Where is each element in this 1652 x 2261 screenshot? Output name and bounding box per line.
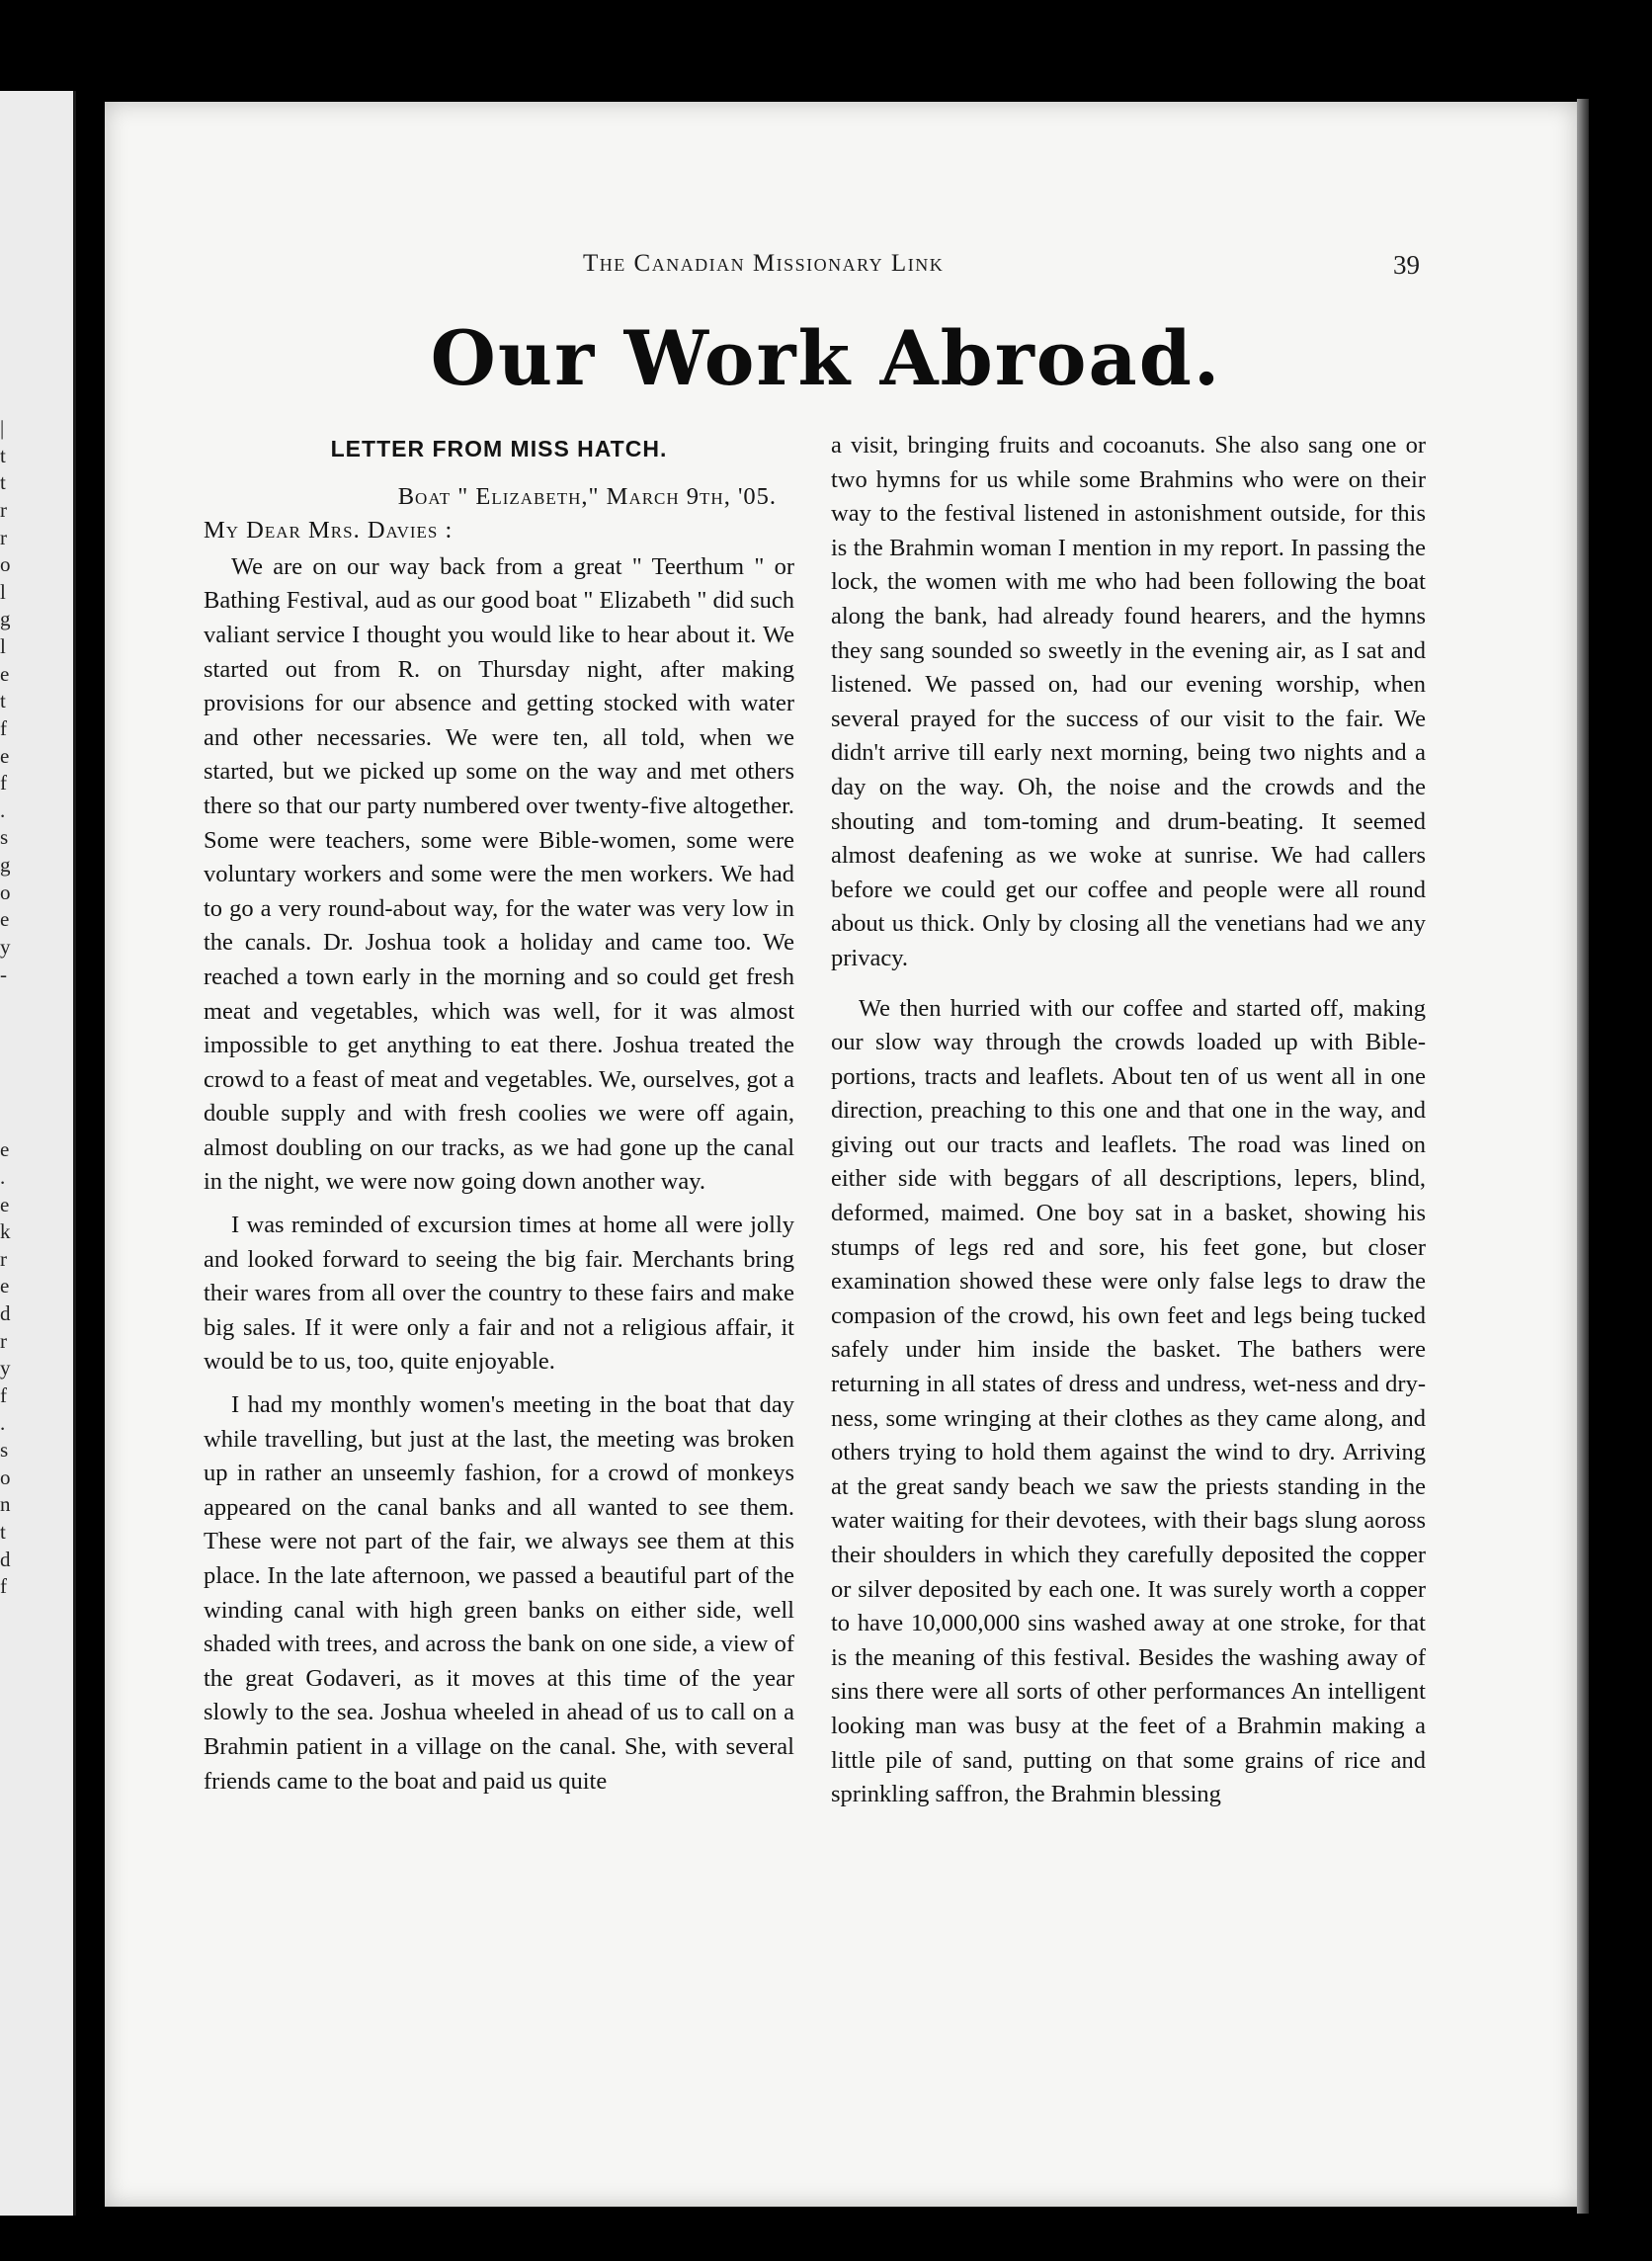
- facing-page-letter: s: [0, 825, 9, 849]
- page-number: 39: [1393, 250, 1420, 280]
- facing-page-letter: l: [0, 580, 6, 604]
- facing-page-letter: t: [0, 689, 6, 712]
- running-head: The Canadian Missionary Link: [583, 250, 945, 277]
- facing-page-letter: d: [0, 1548, 11, 1571]
- facing-page-letter: y: [0, 935, 11, 959]
- body-paragraph: We are on our way back from a great " Teerthum " or Bathing Festival, aud as our good boat " Elizabeth " did such valiant service I thought you would like to hear about it. We started out from R. on Thursday night, after making provisions for our absence and getting stocked with water and other necessaries. We were ten, all told, when we started, but we picked up some on the way and met others there so that our party numbered over twenty-five altogether. Some were teachers, some were Bible-women, some were voluntary workers and some were the men workers. We had to go a very round-about way, for the water was very low in the canals. Dr. Joshua took a holiday and came too. We reached a town early in the morning and so could get fresh meat and vegetables, which was well, for it was almost impossible to get anything to eat there. Joshua treated the crowd to a feast of meat and vegetables. We, ourselves, got a double supply and with fresh coolies we were off again, almost doubling on our tracks, as we had gone up the canal in the night, we were now going down another way.: [204, 552, 794, 1196]
- letter-heading: LETTER FROM MISS HATCH.: [330, 436, 668, 461]
- page-title: Our Work Abroad.: [430, 314, 1222, 402]
- facing-page-letter: e: [0, 907, 10, 931]
- facing-page-letter: d: [0, 1301, 11, 1325]
- facing-page-letter: e: [0, 1274, 10, 1298]
- facing-page-letter: e: [0, 1193, 10, 1216]
- facing-page-letter: .: [0, 1165, 6, 1189]
- facing-page-letter: s: [0, 1438, 9, 1462]
- facing-page-letter: |: [0, 416, 5, 440]
- facing-page-letter: r: [0, 526, 7, 549]
- facing-page-letter: .: [0, 798, 6, 822]
- facing-page-letter: r: [0, 1247, 7, 1271]
- page-fore-edge: [1577, 99, 1589, 2214]
- facing-page-letter: n: [0, 1492, 11, 1516]
- facing-page-letter: r: [0, 1329, 7, 1353]
- body-paragraph: I was reminded of excursion times at home all were jolly and looked forward to seeing the big fair. Merchants bring their wares from all over the country to these fairs and make big sales. If it were only a fair and not a religious affair, it would be to us, too, quite enjoyable.: [204, 1212, 794, 1376]
- facing-page-letter: e: [0, 662, 10, 686]
- facing-page-letter: t: [0, 1520, 6, 1544]
- facing-page-letter: g: [0, 853, 11, 877]
- facing-page-letter: g: [0, 607, 11, 630]
- facing-page-letter: o: [0, 880, 11, 904]
- facing-page-letter: y: [0, 1356, 11, 1380]
- facing-page-letter: .: [0, 1411, 6, 1435]
- facing-page-letter: o: [0, 1465, 11, 1489]
- facing-page-letter: f: [0, 1383, 7, 1407]
- facing-page-letter: t: [0, 444, 6, 467]
- facing-page-letter: f: [0, 1574, 7, 1598]
- facing-page-letter: o: [0, 552, 11, 576]
- letter-dateline: Boat " Elizabeth," March 9th, '05.: [397, 482, 777, 510]
- facing-page-letter: f: [0, 716, 7, 740]
- facing-page-letter: -: [0, 963, 7, 986]
- facing-page-letter: t: [0, 470, 6, 494]
- facing-page-letter: k: [0, 1219, 11, 1243]
- facing-page-letter: l: [0, 634, 6, 658]
- facing-page-letter: r: [0, 498, 7, 522]
- body-paragraph: I had my monthly women's meeting in the boat that day while travelling, but just at the last, the meeting was broken up in rather an unseemly fashion, for a crowd of monkeys appeared on the canal banks and all wanted to see them. These were not part of the fair, we always see them at this place. In the late afternoon, we passed a beautiful part of the winding canal with high green banks on either side, well shaded with trees, and across the bank on one side, a view of the great Godaveri, as it moves at this time of the year slowly to the sea. Joshua wheeled in ahead of us to call on a Brahmin patient in a village on the canal. She, with several friends came to the boat and paid us quite: [204, 1391, 794, 1795]
- left-column: [204, 432, 794, 1799]
- letter-salutation: My Dear Mrs. Davies :: [204, 517, 454, 544]
- facing-page-edge: [0, 91, 76, 2216]
- body-paragraph: We then hurried with our coffee and started off, making our slow way through the crowds loaded up with Bible-portions, tracts and leaflets. About ten of us went all in one direction, preaching to this one and that one in the way, and giving out our tracts and leaflets. The road was lined on either side with beggars of all descriptions, lepers, blind, deformed, maimed. One boy sat in a basket, showing his stumps of legs red and sore, his feet gone, but closer examination showed these were only false legs to draw the compasion of the crowd, his own feet and legs being tucked safely under him inside the basket. The bathers were returning in all states of dress and undress, wet-ness and dry-ness, some wringing at their clothes as they came along, and others trying to hold them against the wind to dry. Arriving at the great sandy beach we saw the priests standing in the water waiting for their devotees, with their bags slung aoross their shoulders in which they carefully deposited the copper or silver deposited by each one. It was surely worth a copper to have 10,000,000 sins washed away at one stroke, for that is the meaning of this festival. Besides the washing away of sins there were all sorts of other performances An intelligent looking man was busy at the feet of a Brahmin making a little pile of sand, putting on that some grains of rice and sprinkling saffron, the Brahmin blessing: [831, 994, 1426, 1808]
- facing-page-letter: e: [0, 1137, 10, 1161]
- body-paragraph: a visit, bringing fruits and cocoanuts. She also sang one or two hymns for us while some Brahmins who were on their way to the festival listened in astonishment outside, for this is the Brahmin woman I mention in my report. In passing the lock, the women with me who had been following the boat along the bank, had already found hearers, and the hymns they sang sounded so sweetly in the evening air, as I sat and listened. We passed on, had our evening worship, when several prayed for the success of our visit to the fair. We didn't arrive till early next morning, being two nights and a day on the way. Oh, the noise and the crowds and the shouting and tom-toming and drum-beating. It seemed almost deafening as we woke at sunrise. We had callers before we could get our coffee and people were all round about us thick. Only by closing all the venetians had we any privacy.: [831, 432, 1426, 971]
- right-column: [831, 429, 1426, 1812]
- facing-page-letter: f: [0, 771, 7, 795]
- facing-page-letter: e: [0, 744, 10, 768]
